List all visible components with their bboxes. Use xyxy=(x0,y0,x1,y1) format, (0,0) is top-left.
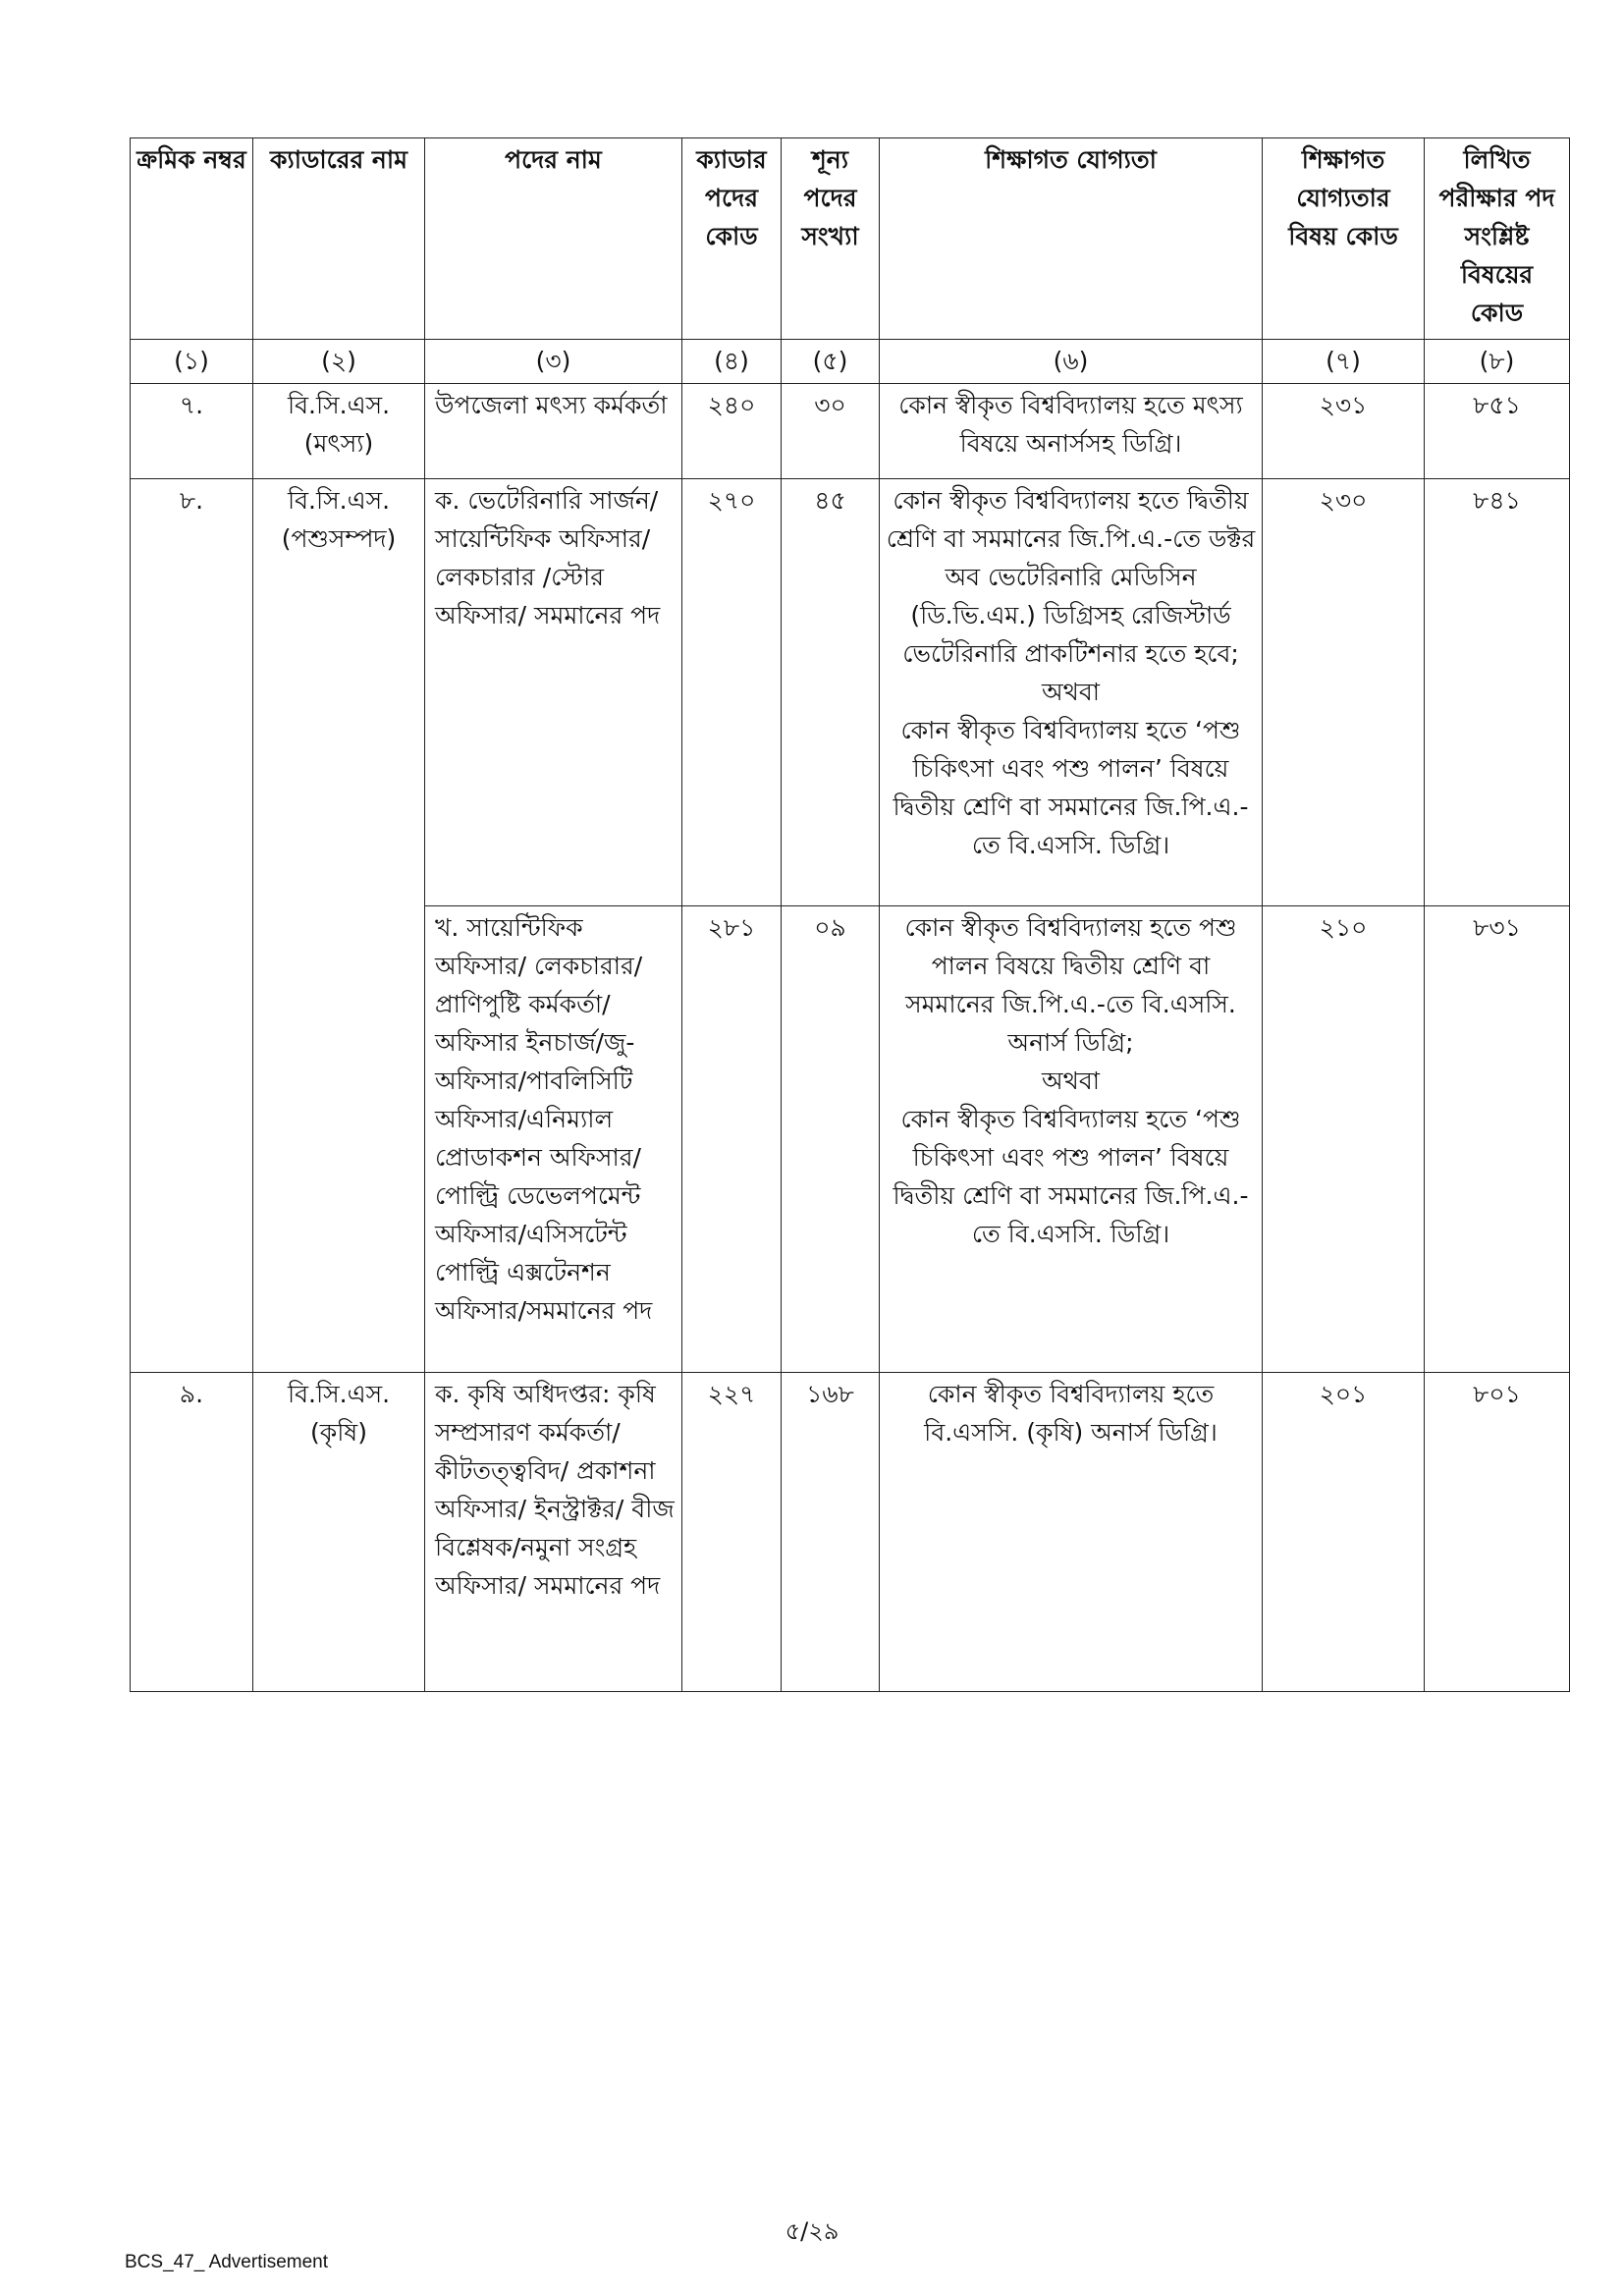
header-qualification-code: শিক্ষাগত যোগ্যতার বিষয় কোড xyxy=(1263,138,1425,340)
row-vacancies: ১৬৮ xyxy=(782,1373,880,1692)
row-post-code: ২২৭ xyxy=(682,1373,782,1692)
row-qualification: কোন স্বীকৃত বিশ্ববিদ্যালয় হতে বি.এসসি. (কৃষি) অনার্স ডিগ্রি। xyxy=(880,1373,1263,1692)
column-number: (১) xyxy=(131,340,253,384)
column-number: (৫) xyxy=(782,340,880,384)
row-post: ক. কৃষি অধিদপ্তর: কৃষি সম্প্রসারণ কর্মকর্তা/ কীটতত্ত্ববিদ/ প্রকাশনা অফিসার/ ইনস্ট্রাক্টর/ বীজ বিশ্লেষক/নমুনা সংগ্রহ অফিসার/ সমমানের পদ xyxy=(425,1373,682,1692)
row-post-code: ২৮১ xyxy=(682,906,782,1373)
row-post: ক. ভেটেরিনারি সার্জন/সায়েন্টিফিক অফিসার/লেকচারার /স্টোর অফিসার/ সমমানের পদ xyxy=(425,479,682,906)
column-number-row xyxy=(131,340,1570,384)
row-qualification-code: ২৩০ xyxy=(1263,479,1425,906)
table-header-row xyxy=(131,138,1570,340)
row-qualification-code: ২৩১ xyxy=(1263,384,1425,479)
row-post-code: ২৭০ xyxy=(682,479,782,906)
column-number: (৭) xyxy=(1263,340,1425,384)
row-serial: ৯. xyxy=(131,1373,253,1692)
row-post: উপজেলা মৎস্য কর্মকর্তা xyxy=(425,384,682,479)
column-number: (৩) xyxy=(425,340,682,384)
row-cadre: বি.সি.এস. (মৎস্য) xyxy=(253,384,425,479)
header-cadre-name: ক্যাডারের নাম xyxy=(253,138,425,340)
table-row xyxy=(131,384,1570,479)
column-number: (৪) xyxy=(682,340,782,384)
row-cadre: বি.সি.এস. (পশুসম্পদ) xyxy=(253,479,425,1373)
row-qualification: কোন স্বীকৃত বিশ্ববিদ্যালয় হতে দ্বিতীয় শ্রেণি বা সমমানের জি.পি.এ.-তে ডক্টর অব ভেটেরিনারি মেডিসিন (ডি.ভি.এম.) ডিগ্রিসহ রেজিস্টার্ড ভেটেরিনারি প্রাকটিশনার হতে হবে; অথবা কোন স্বীকৃত বিশ্ববিদ্যালয় হতে ‘পশু চিকিৎসা এবং পশু পালন’ বিষয়ে দ্বিতীয় শ্রেণি বা সমমানের জি.পি.এ.-তে বি.এসসি. ডিগ্রি। xyxy=(880,479,1263,906)
document-label: BCS_47_ Advertisement xyxy=(125,2252,329,2272)
header-post-name: পদের নাম xyxy=(425,138,682,340)
row-vacancies: ৩০ xyxy=(782,384,880,479)
row-cadre: বি.সি.এস. (কৃষি) xyxy=(253,1373,425,1692)
header-post-code: ক্যাডার পদের কোড xyxy=(682,138,782,340)
cadre-posts-table xyxy=(130,137,1570,1692)
row-vacancies: ৪৫ xyxy=(782,479,880,906)
row-exam-code: ৮৪১ xyxy=(1425,479,1570,906)
row-post-code: ২৪০ xyxy=(682,384,782,479)
table-row xyxy=(131,479,1570,906)
row-exam-code: ৮৩১ xyxy=(1425,906,1570,1373)
row-qualification-code: ২১০ xyxy=(1263,906,1425,1373)
column-number: (২) xyxy=(253,340,425,384)
cadre-posts-table-wrapper xyxy=(130,137,1569,1692)
header-serial: ক্রমিক নম্বর xyxy=(131,138,253,340)
row-exam-code: ৮৫১ xyxy=(1425,384,1570,479)
table-row xyxy=(131,1373,1570,1692)
row-qualification: কোন স্বীকৃত বিশ্ববিদ্যালয় হতে পশু পালন বিষয়ে দ্বিতীয় শ্রেণি বা সমমানের জি.পি.এ.-তে বি.এসসি. অনার্স ডিগ্রি; অথবা কোন স্বীকৃত বিশ্ববিদ্যালয় হতে ‘পশু চিকিৎসা এবং পশু পালন’ বিষয়ে দ্বিতীয় শ্রেণি বা সমমানের জি.পি.এ.-তে বি.এসসি. ডিগ্রি। xyxy=(880,906,1263,1373)
page-number: ৫/২৯ xyxy=(785,2217,839,2245)
header-qualification: শিক্ষাগত যোগ্যতা xyxy=(880,138,1263,340)
row-qualification-code: ২০১ xyxy=(1263,1373,1425,1692)
column-number: (৬) xyxy=(880,340,1263,384)
header-vacancies: শূন্য পদের সংখ্যা xyxy=(782,138,880,340)
column-number: (৮) xyxy=(1425,340,1570,384)
row-vacancies: ০৯ xyxy=(782,906,880,1373)
row-serial: ৭. xyxy=(131,384,253,479)
header-exam-code: লিখিত পরীক্ষার পদ সংশ্লিষ্ট বিষয়ের কোড xyxy=(1425,138,1570,340)
row-qualification: কোন স্বীকৃত বিশ্ববিদ্যালয় হতে মৎস্য বিষয়ে অনার্সসহ ডিগ্রি। xyxy=(880,384,1263,479)
row-exam-code: ৮০১ xyxy=(1425,1373,1570,1692)
row-post: খ. সায়েন্টিফিক অফিসার/ লেকচারার/প্রাণিপুষ্টি কর্মকর্তা/অফিসার ইনচার্জ/জু-অফিসার/পাবলিসিটি অফিসার/এনিম্যাল প্রোডাকশন অফিসার/ পোল্ট্রি ডেভেলপমেন্ট অফিসার/এসিসটেন্ট পোল্ট্রি এক্সটেনশন অফিসার/সমমানের পদ xyxy=(425,906,682,1373)
row-serial: ৮. xyxy=(131,479,253,1373)
